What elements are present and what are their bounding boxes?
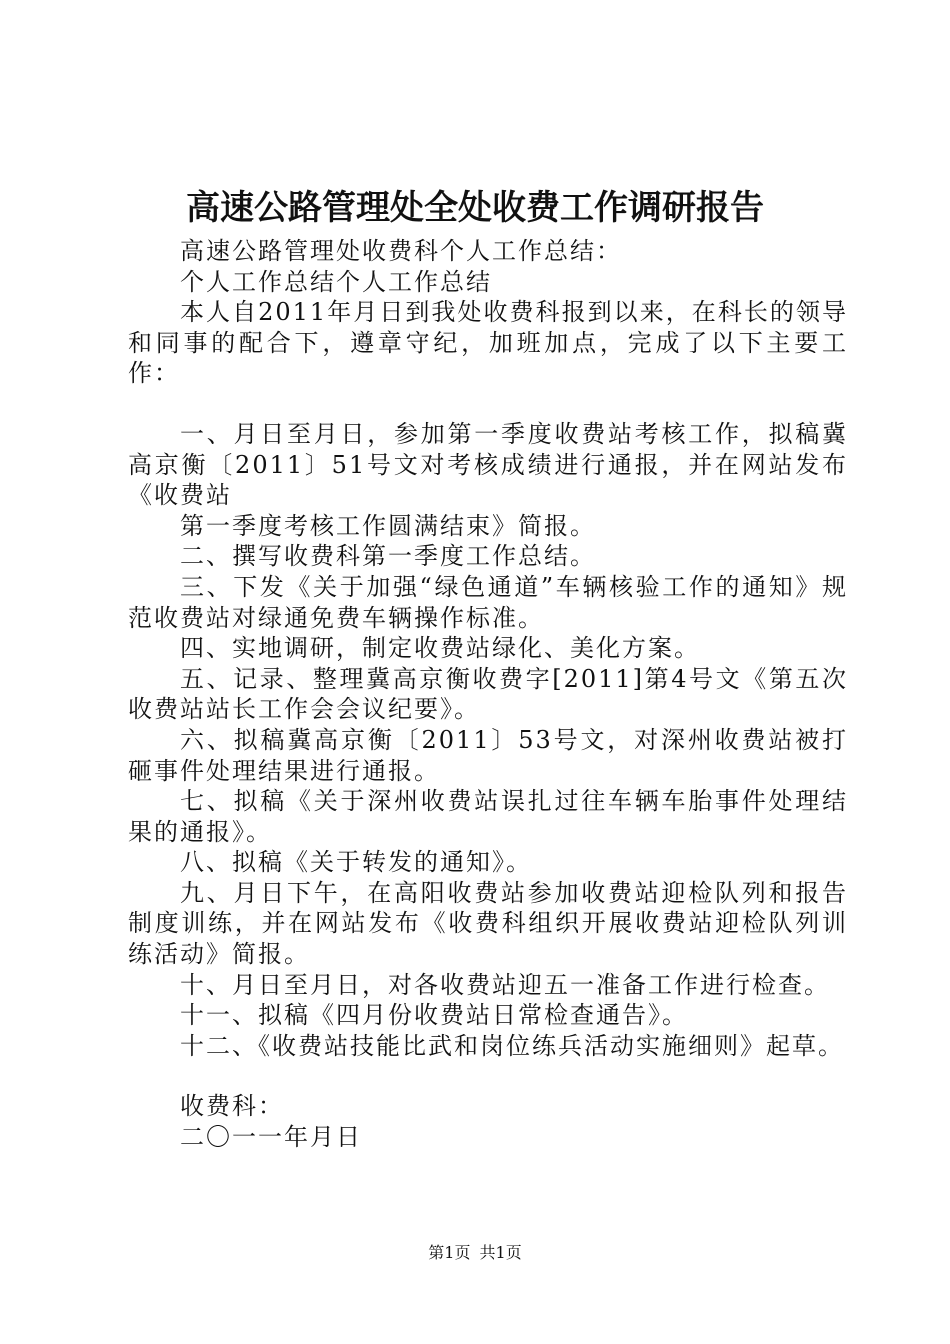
signature-date: 二〇一一年月日 [180,1123,362,1152]
paragraph-intro: 本人自2011年月日到我处收费科报到以来，在科长的领导和同事的配合下，遵章守纪，加班加点，完成了以下主要工作： [128,298,848,388]
page-footer [0,1242,950,1264]
paragraph-gap [128,1061,848,1091]
page-number: 第1页 [428,1243,471,1262]
paragraph-gap [128,389,848,419]
paragraph-subheading: 个人工作总结个人工作总结 [180,267,492,296]
paragraph-item-12: 十二、《收费站技能比武和岗位练兵活动实施细则》起草。 [180,1031,844,1060]
paragraph-item-4: 四、实地调研，制定收费站绿化、美化方案。 [180,634,700,663]
paragraph-item-9: 九、月日下午，在高阳收费站参加收费站迎检队列和报告制度训练，并在网站发布《收费科组织开展收费站迎检队列训练活动》简报。 [128,878,848,969]
paragraph-item-2: 二、撰写收费科第一季度工作总结。 [180,542,596,571]
paragraph-item-3: 三、下发《关于加强“绿色通道”车辆核验工作的通知》规范收费站对绿通免费车辆操作标准。 [128,572,848,632]
paragraph-item-11: 十一、拟稿《四月份收费站日常检查通告》。 [180,1001,688,1030]
paragraph-item-7: 七、拟稿《关于深州收费站误扎过往车辆车胎事件处理结果的通报》。 [128,787,848,846]
paragraph-heading: 高速公路管理处收费科个人工作总结： [180,237,622,265]
paragraph-item-5: 五、记录、整理冀高京衡收费字[2011]第4号文《第五次收费站站长工作会会议纪要》。 [128,664,848,724]
document-title: 高速公路管理处全处收费工作调研报告 [186,188,764,228]
paragraph-item-6: 六、拟稿冀高京衡〔2011〕53号文，对深州收费站被打砸事件处理结果进行通报。 [128,725,848,785]
paragraph-item-8: 八、拟稿《关于转发的通知》。 [180,848,532,877]
signature-department: 收费科： [180,1092,284,1121]
paragraph-item-1: 一、月日至月日，参加第一季度收费站考核工作，拟稿冀高京衡〔2011〕51号文对考核成绩进行通报，并在网站发布《收费站 [128,419,848,510]
page-total: 共1页 [479,1243,522,1262]
document-body [128,236,848,1153]
paragraph-item-1-continued: 第一季度考核工作圆满结束》简报。 [180,511,596,540]
paragraph-item-10: 十、月日至月日，对各收费站迎五一准备工作进行检查。 [180,970,830,999]
